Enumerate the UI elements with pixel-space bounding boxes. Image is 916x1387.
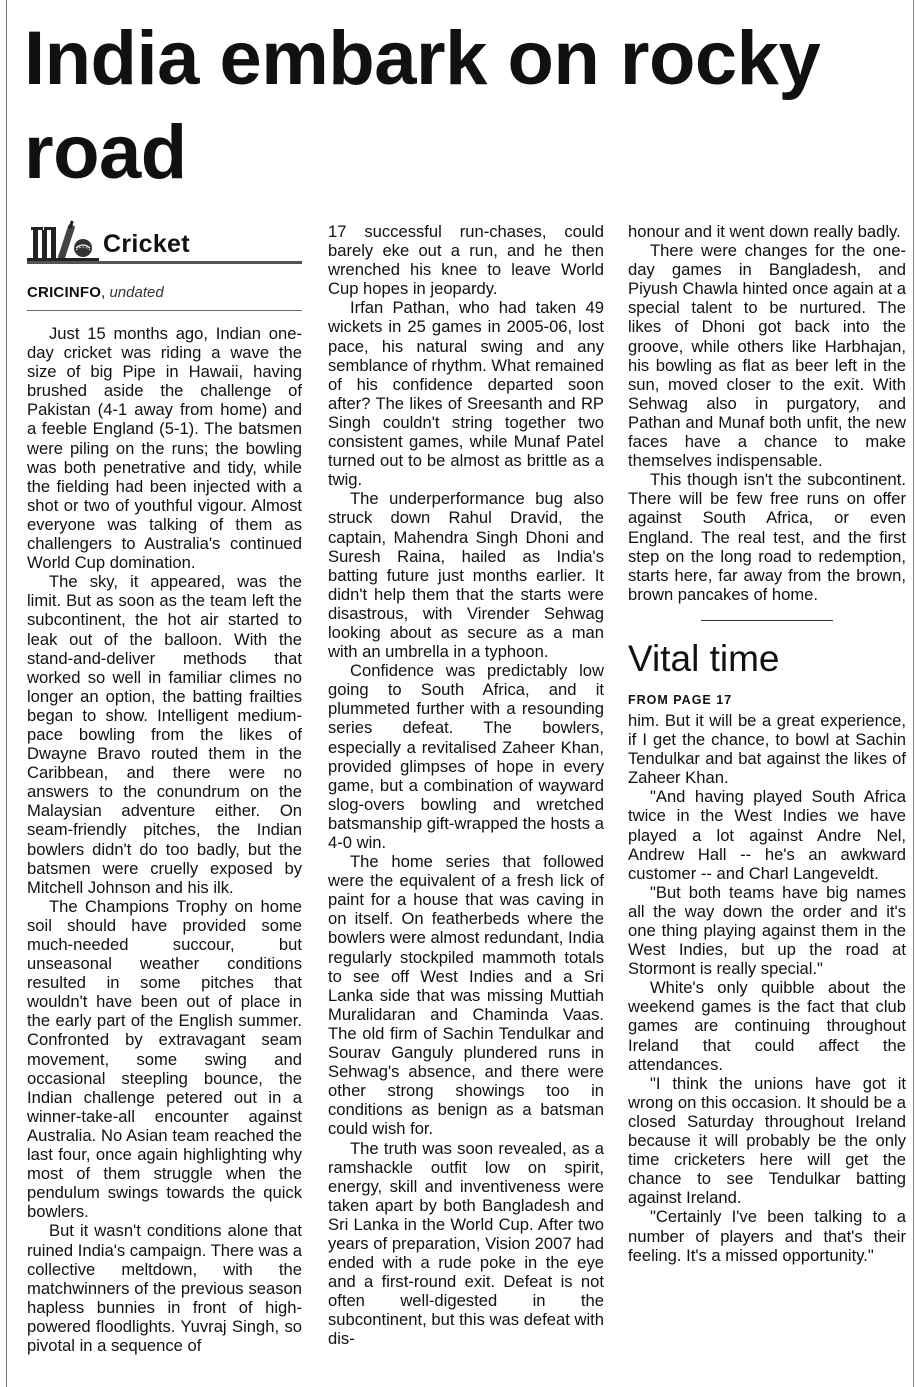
sidebar-paragraph: him. But it will be a great experience, if I get the chance, to bowl at Sachin Tendulkar and bat against the likes of Zaheer Khan. [628, 710, 906, 788]
article-paragraph: This though isn't the subcontinent. There will be few free runs on offer against South Africa, or even England. The real test, and the first step on the long road to redemption, starts here, far away from the brown, brown pancakes of home. [628, 470, 906, 604]
story-divider [701, 620, 833, 621]
byline-source: CRICINFO [27, 284, 102, 301]
article-paragraph: But it wasn't conditions alone that ruined India's campaign. There was a collective meltdown, with the matchwinners of the previous season hapless bunnies in front of high-powered floodlights. Yuvraj Singh, so pivotal in a sequence of [27, 1221, 302, 1355]
byline-rule [27, 310, 302, 311]
section-label: Cricket [103, 230, 190, 258]
article-column-2 [328, 222, 604, 1349]
headline: India embark on rocky road [24, 16, 821, 195]
sidebar-paragraph: "But both teams have big names all the way down the order and it's one thing playing against them in the West Indies, but up the road at Stormont is really special." [628, 882, 906, 979]
sidebar-paragraph: "I think the unions have got it wrong on this occasion. It should be a closed Saturday throughout Ireland because it will probably be the only time cricketers here will get the chance to see Tendulkar batting against Ireland. [628, 1073, 906, 1208]
section-rule [27, 261, 302, 264]
article-paragraph: Irfan Pathan, who had taken 49 wickets in 25 games in 2005-06, lost pace, his natural swing and any semblance of rhythm. What remained of his confidence departed soon after? The likes of Sreesanth and RP Singh couldn't string together two consistent games, while Munaf Patel turned out to be almost as brittle as a twig. [328, 298, 604, 490]
article-paragraph: The underperformance bug also struck down Rahul Dravid, the captain, Mahendra Singh Dhoni and Suresh Raina, hailed as India's batting future just months earlier. It didn't help them that the starts were disastrous, with Virender Sehwag looking about as secure as a man with an umbrella in a typhoon. [328, 489, 604, 662]
article-paragraph: The sky, it appeared, was the limit. But as soon as the team left the subcontinent, the hot air started to leak out of the balloon. With the stand-and-deliver methods that worked so well in familiar climes no longer an option, the batting frailties began to show. Intelligent medium-pace bowling from the likes of Dwayne Bravo routed them in the Caribbean, and there were no answers to the conundrum on the Malaysian adventure either. On seam-friendly pitches, the Indian bowlers didn't do too badly, but the batsmen were cruelly exposed by Mitchell Johnson and his ilk. [27, 572, 302, 897]
article-column-3 [628, 222, 906, 1265]
cricket-icon [27, 220, 99, 262]
article-paragraph: There were changes for the one-day games in Bangladesh, and Piyush Chawla hinted once again at a special talent to be nurtured. The likes of Dhoni got back into the groove, while others like Harbhajan, his bowling as flat as beer left in the sun, moved closer to the exit. With Sehwag also in purgatory, and Pathan and Munaf both unfit, the new faces have a chance to make themselves indispensable. [628, 241, 906, 471]
sidebar-paragraph: "Certainly I've been talking to a number of players and that's their feeling. It's a missed opportunity." [628, 1207, 906, 1265]
jump-line: FROM PAGE 17 [628, 692, 733, 707]
sidebar-title: Vital time [628, 637, 780, 679]
section-banner [27, 218, 302, 266]
article-paragraph-continued: honour and it went down really badly. [628, 222, 901, 241]
byline: CRICINFO, undated [27, 284, 164, 301]
sidebar-paragraph: White's only quibble about the weekend games is the fact that club games are continuing throughout Ireland that could affect the attendances. [628, 978, 906, 1074]
article-column-1 [27, 324, 302, 1355]
article-paragraph: The truth was soon revealed, as a ramshackle outfit low on spirit, energy, skill and inventiveness were taken apart by both Bangladesh and Sri Lanka in the World Cup. After two years of preparation, Vision 2007 had ended with a rude poke in the eye and a first-round exit. Defeat is not often well-digested in the subcontinent, but this was defeat with dis- [328, 1138, 604, 1349]
article-paragraph: Just 15 months ago, Indian one-day cricket was riding a wave the size of big Pipe in Hawaii, having brushed aside the challenge of Pakistan (4-1 away from home) and a feeble England (5-1). The batsmen were piling on the runs; the bowling was both penetrative and tidy, while the fielding had been injected with a shot or two of youthful vigour. Almost everyone was talking of them as challengers to Australia's continued World Cup domination. [27, 324, 302, 573]
right-column-rule [913, 0, 914, 1387]
sidebar-paragraph: "And having played South Africa twice in the West Indies we have played a lot against Andre Nel, Andrew Hall -- he's an awkward customer -- and Charl Langeveldt. [628, 787, 906, 883]
article-paragraph: The home series that followed were the equivalent of a fresh lick of paint for a house that was caving in on itself. On featherbeds where the bowlers were almost redundant, India regularly stockpiled mammoth totals to see off West Indies and a Sri Lanka side that was missing Muttiah Muralidaran and Chaminda Vaas. The old firm of Sachin Tendulkar and Sourav Ganguly plundered runs in Sehwag's absence, and there were other strong showings too in conditions as benign as a batsman could wish for. [328, 852, 604, 1139]
article-paragraph-continued: 17 successful run-chases, could barely eke out a run, and he then wrenched his knee to leave World Cup hopes in jeopardy. [328, 222, 604, 299]
left-column-rule [6, 0, 7, 1387]
byline-date: undated [109, 284, 164, 301]
article-paragraph: The Champions Trophy on home soil should have provided some much-needed succour, but unseasonal weather conditions resulted in some pitches that wouldn't have been out of place in the early part of the English summer. Confronted by extravagant seam movement, some swing and occasional steepling bounce, the Indian challenge petered out in a winner-take-all encounter against Australia. No Asian team reached the last four, once again highlighting why most of them struggle when the pendulum swings towards the quick bowlers. [27, 896, 302, 1222]
article-paragraph: Confidence was predictably low going to South Africa, and it plummeted further with a resounding series defeat. The bowlers, especially a revitalised Zaheer Khan, provided glimpses of hope in every game, but a combination of wayward slog-overs bowling and wretched batsmanship gift-wrapped the hosts a 4-0 win. [328, 661, 604, 852]
